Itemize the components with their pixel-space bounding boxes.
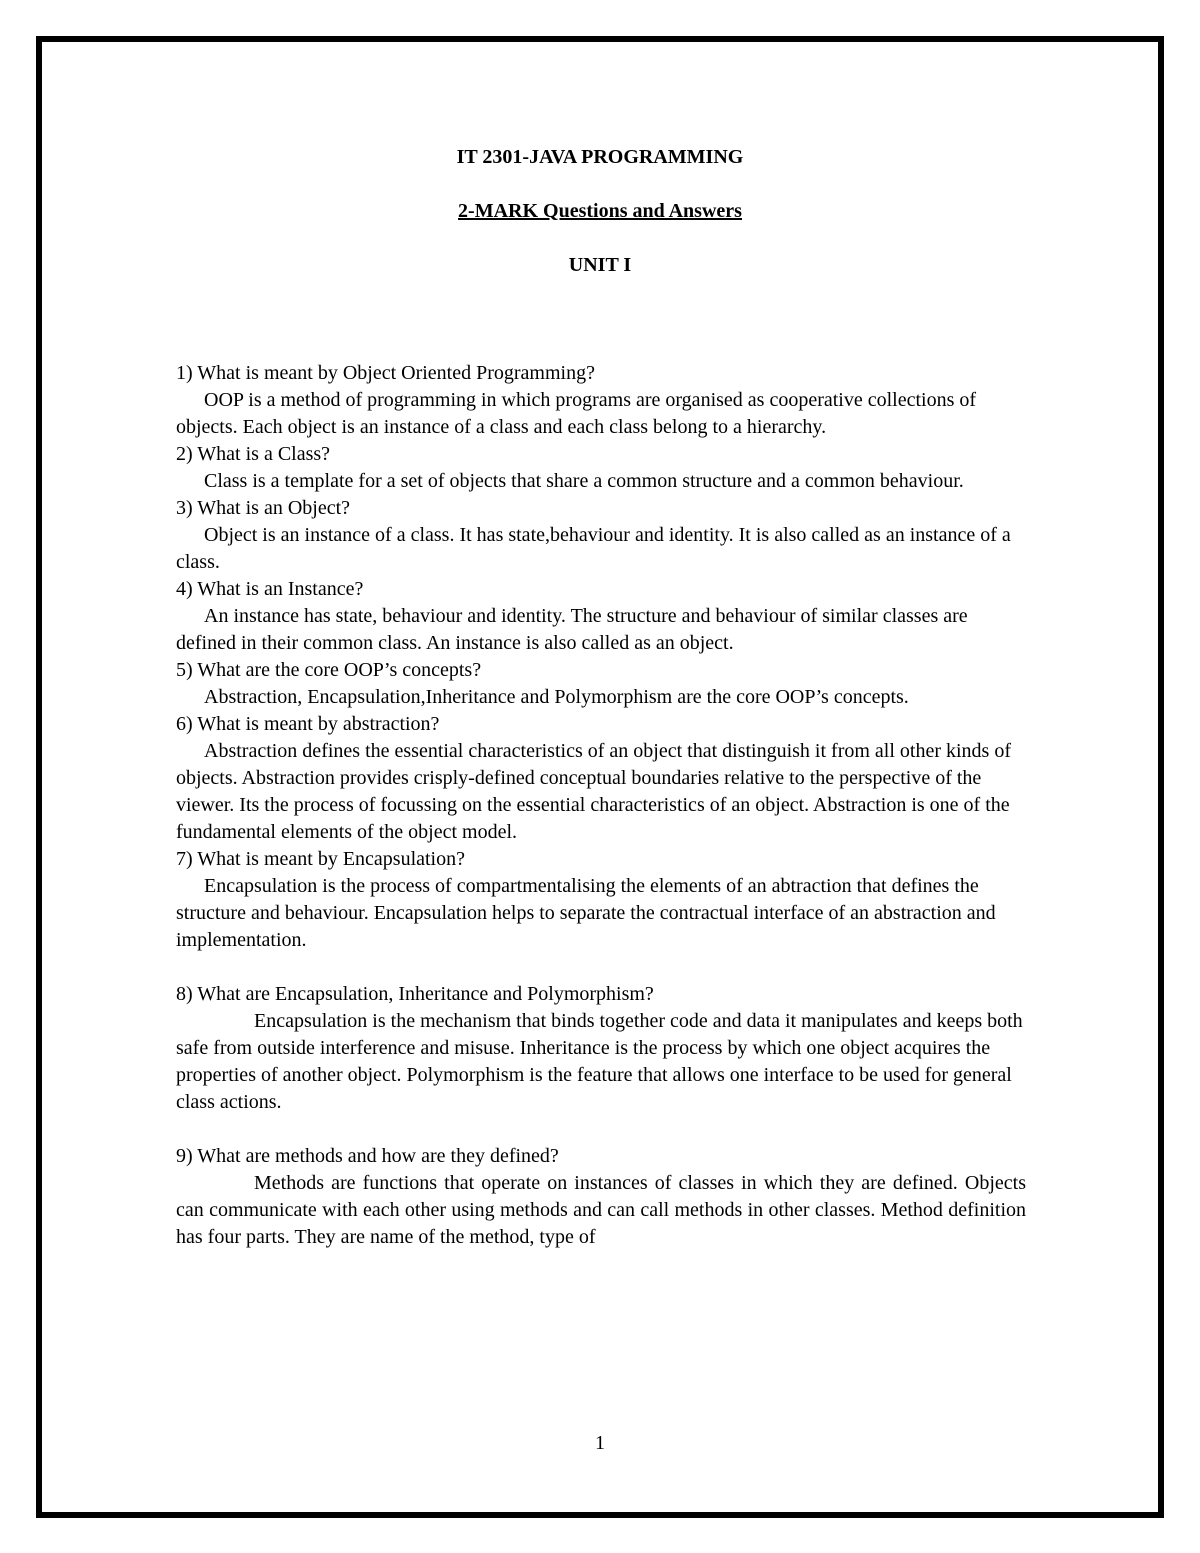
answer-4: An instance has state, behaviour and identity. The structure and behaviour of similar classes are defined in their common class. An instance is also called as an object. — [176, 605, 968, 654]
question-5: 5) What are the core OOP’s concepts? — [176, 659, 482, 681]
page-number: 1 — [595, 1432, 605, 1454]
answer-5: Abstraction, Encapsulation,Inheritance and Polymorphism are the core OOP’s concepts. — [204, 686, 909, 708]
question-7: 7) What is meant by Encapsulation? — [176, 848, 465, 870]
question-6: 6) What is meant by abstraction? — [176, 713, 440, 735]
document-title: IT 2301-JAVA PROGRAMMING — [456, 146, 744, 168]
answer-7: Encapsulation is the process of compartmentalising the elements of an abtraction that defines the structure and behaviour. Encapsulation helps to separate the contractual interface of an abstraction and implementation. — [176, 875, 996, 951]
question-8: 8) What are Encapsulation, Inheritance and Polymorphism? — [176, 983, 654, 1005]
question-3: 3) What is an Object? — [176, 497, 351, 519]
question-9: 9) What are methods and how are they defined? — [176, 1145, 559, 1167]
answer-9: Methods are functions that operate on instances of classes in which they are defined. Objects can communicate with each other using methods and can call methods in other classes. Method definition has four parts. They are name of the method, type of — [176, 1172, 1026, 1248]
answer-2: Class is a template for a set of objects that share a common structure and a common behaviour. — [204, 470, 964, 492]
spacer — [176, 954, 1026, 981]
question-2: 2) What is a Class? — [176, 443, 331, 465]
answer-8: Encapsulation is the mechanism that binds together code and data it manipulates and keeps both safe from outside interference and misuse. Inheritance is the process by which one object acquires the properties of another object. Polymorphism is the feature that allows one interface to be used for general class actions. — [176, 1010, 1023, 1113]
document-subtitle: 2-MARK Questions and Answers — [458, 200, 742, 222]
question-4: 4) What is an Instance? — [176, 578, 364, 600]
answer-6: Abstraction defines the essential characteristics of an object that distinguish it from all other kinds of objects. Abstraction provides crisply-defined conceptual boundaries relative to the perspective of the viewer. Its the process of focussing on the essential characteristics of an object. Abstraction is one of the fundamental elements of the object model. — [176, 740, 1012, 843]
spacer — [176, 1116, 1026, 1143]
question-1: 1) What is meant by Object Oriented Programming? — [176, 362, 595, 384]
unit-heading: UNIT I — [568, 254, 632, 276]
answer-1: OOP is a method of programming in which programs are organised as cooperative collections of objects. Each object is an instance of a class and each class belong to a hierarchy. — [176, 389, 977, 438]
qa-content — [176, 360, 1026, 1251]
answer-3: Object is an instance of a class. It has state,behaviour and identity. It is also called as an instance of a class. — [176, 524, 1011, 573]
